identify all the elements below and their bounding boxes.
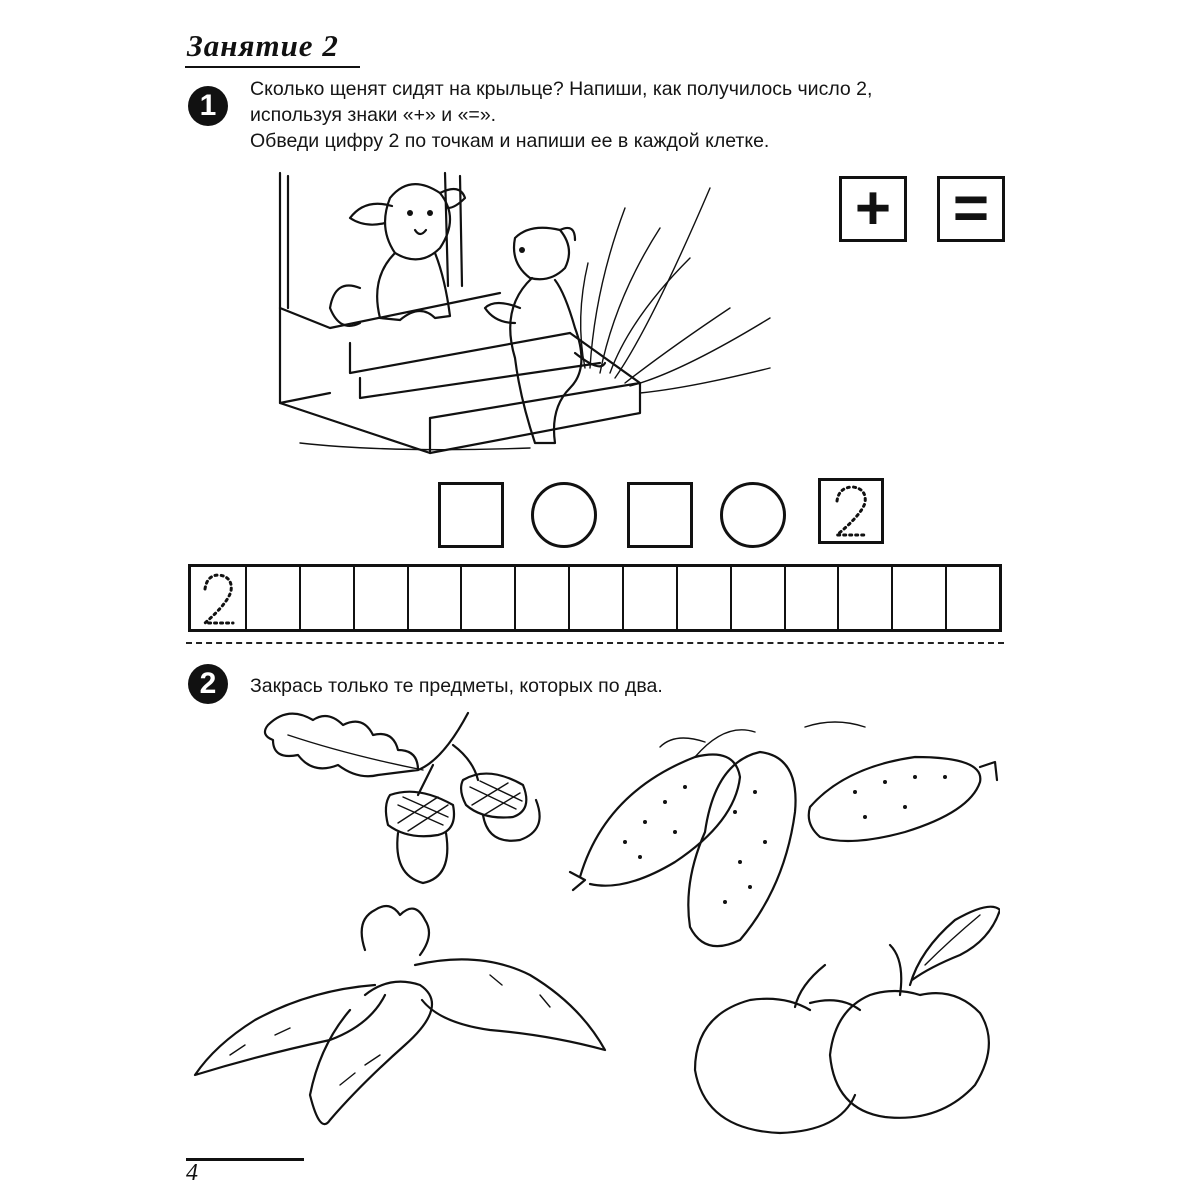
apples-illustration[interactable] — [690, 895, 1000, 1135]
grid-cell[interactable] — [678, 567, 732, 629]
answer-square-1[interactable] — [438, 482, 504, 548]
task-1-line-1: Сколько щенят сидят на крыльце? Напиши, как получилось число 2, — [250, 78, 873, 100]
grid-cell[interactable] — [570, 567, 624, 629]
grid-cell[interactable] — [247, 567, 301, 629]
task-1-line-2: используя знаки «+» и «=». — [250, 104, 497, 126]
lesson-title: Занятие 2 — [187, 28, 339, 63]
equals-sign: = — [952, 174, 990, 243]
carrots-illustration[interactable] — [190, 895, 615, 1135]
task-2-number-badge: 2 — [188, 664, 228, 704]
title-underline — [185, 66, 360, 68]
grid-cell[interactable] — [893, 567, 947, 629]
plus-sign: + — [854, 174, 892, 243]
task-2-instructions: Закрась только те предметы, которых по два. — [250, 675, 663, 697]
answer-circle-1[interactable] — [531, 482, 597, 548]
section-divider — [186, 642, 1004, 644]
plus-sign-box — [839, 176, 907, 242]
equals-sign-box — [937, 176, 1005, 242]
dotted-two-digit — [821, 481, 881, 541]
puppies-on-porch-illustration — [270, 168, 790, 468]
answer-circle-2[interactable] — [720, 482, 786, 548]
task-1-line-3: Обведи цифру 2 по точкам и напиши ее в каждой клетке. — [250, 130, 770, 152]
grid-cell[interactable] — [409, 567, 463, 629]
grid-cell[interactable] — [355, 567, 409, 629]
task-1-instructions — [250, 76, 872, 154]
grid-cell[interactable] — [462, 567, 516, 629]
answer-square-2[interactable] — [627, 482, 693, 548]
answer-result-box[interactable] — [818, 478, 884, 544]
page-number-rule — [186, 1158, 304, 1161]
dotted-two-digit — [191, 567, 245, 629]
acorns-illustration[interactable] — [258, 705, 558, 890]
task-1-number-badge: 1 — [188, 86, 228, 126]
grid-cell[interactable] — [191, 567, 247, 629]
grid-cell[interactable] — [624, 567, 678, 629]
grid-cell[interactable] — [516, 567, 570, 629]
grid-cell[interactable] — [786, 567, 840, 629]
grid-cell[interactable] — [839, 567, 893, 629]
page-number: 4 — [186, 1160, 198, 1186]
grid-cell[interactable] — [732, 567, 786, 629]
grid-cell[interactable] — [947, 567, 999, 629]
writing-grid — [188, 564, 1002, 632]
grid-cell[interactable] — [301, 567, 355, 629]
